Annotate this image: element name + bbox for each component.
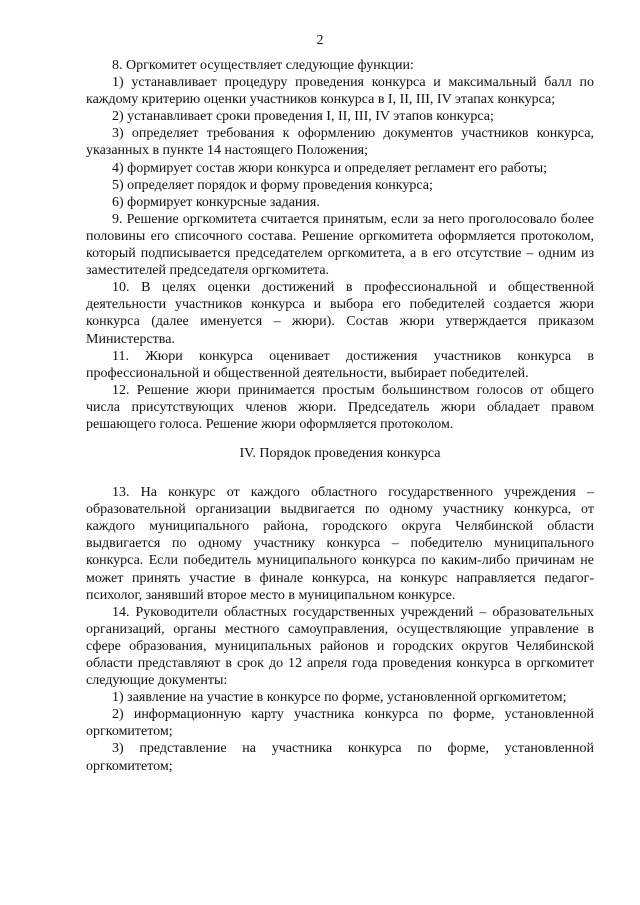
paragraph: 4) формирует состав жюри конкурса и определяет регламент его работы; xyxy=(112,160,548,176)
page-number: 2 xyxy=(316,33,324,48)
paragraph: 14. Руководители областных государственных учреждений – образовательных организаций, органы местного самоуправления, осуществляющие управление в сфере образования, муниципальных районов и городских округов Челябинской области представляют в срок до 12 апреля года проведения конкурса в оргкомитет следующие документы: xyxy=(86,604,594,689)
paragraph: 12. Решение жюри принимается простым большинством голосов от общего числа присутствующих членов жюри. Председатель жюри обладает правом решающего голоса. Решение жюри оформляется протоколом. xyxy=(86,382,594,432)
paragraph: 2) устанавливает сроки проведения I, II, III, IV этапов конкурса; xyxy=(112,109,494,125)
paragraph: 2) информационную карту участника конкурса по форме, установленной оргкомитетом; xyxy=(86,707,594,740)
paragraph: 13. На конкурс от каждого областного государственного учреждения – образовательной организации выдвигается по одному участнику конкурса, от каждого муниципального района, городского округа Челябинской области выдвигается по одному участнику конкурса – победителю муниципального конкурса. Если победитель муниципального конкурса по каким-либо причинам не может принять участие в финале конкурса, на конкурс направляется педагог-психолог, занявший второе место в муниципальном конкурсе. xyxy=(86,485,594,603)
paragraph: 8. Оргкомитет осуществляет следующие функции: xyxy=(112,58,414,73)
paragraph: 10. В целях оценки достижений в профессиональной и общественной деятельности участников конкурса и выбора его победителей создается жюри конкурса (далее именуется – жюри). Состав жюри утверждается приказом Министерства. xyxy=(86,280,594,347)
paragraph: 6) формирует конкурсные задания. xyxy=(112,194,320,210)
document-body xyxy=(86,57,594,775)
paragraph: 11. Жюри конкурса оценивает достижения участников конкурса в профессиональной и общественной деятельности, выбирает победителей. xyxy=(86,348,594,381)
paragraph: 1) устанавливает процедуру проведения конкурса и максимальный балл по каждому критерию оценки участников конкурса в I, II, III, IV этапах конкурса; xyxy=(86,75,594,108)
paragraph: 1) заявление на участие в конкурсе по форме, установленной оргкомитетом; xyxy=(112,690,567,706)
paragraph: 3) определяет требования к оформлению документов участников конкурса, указанных в пункте 14 настоящего Положения; xyxy=(86,126,594,159)
section-heading: IV. Порядок проведения конкурса xyxy=(239,446,441,462)
paragraph: 5) определяет порядок и форму проведения конкурса; xyxy=(112,177,433,193)
paragraph: 3) представление на участника конкурса по форме, установленной оргкомитетом; xyxy=(86,741,594,774)
paragraph: 9. Решение оргкомитета считается принятым, если за него проголосовало более половины его списочного состава. Решение оргкомитета оформляется протоколом, который подписывается председателем оргкомитета, а в его отсутствие – одним из заместителей председателя оргкомитета. xyxy=(86,211,594,279)
